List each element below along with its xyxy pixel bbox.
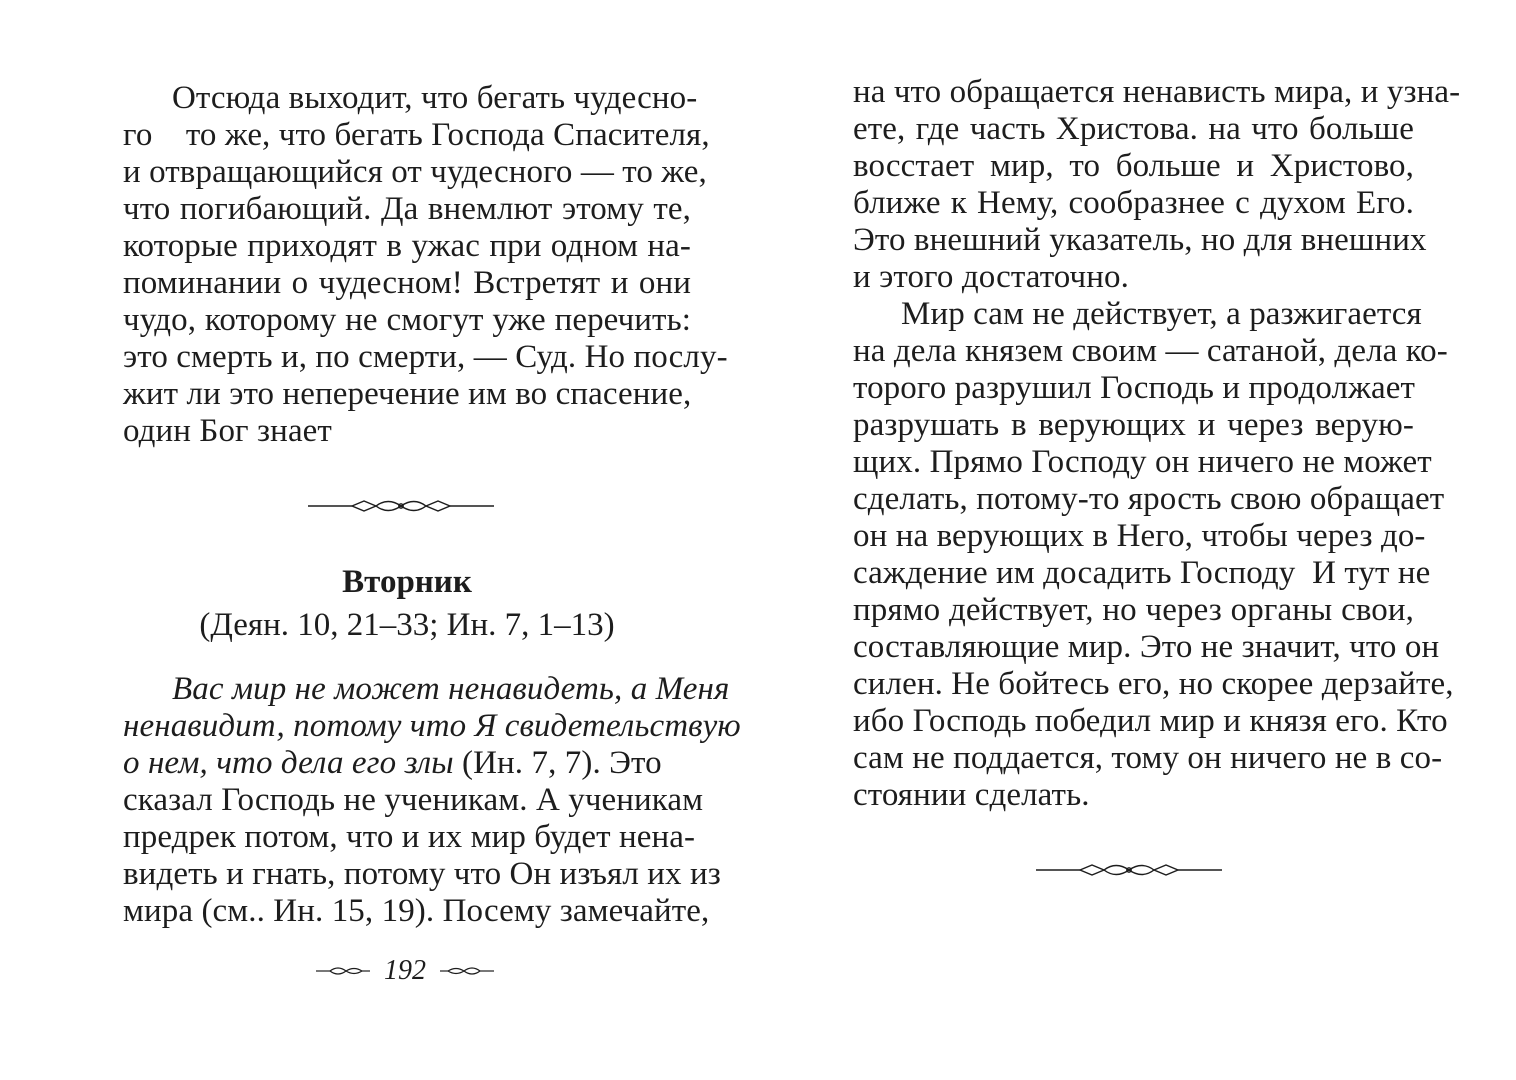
text-line: ближе к Нему, сообразнее с духом Его. [853, 185, 1414, 221]
text-line: на что обращается ненависть мира, и узна- [853, 74, 1461, 110]
text-line: щих. Прямо Господу он ничего не может [853, 444, 1432, 480]
text-line: один Бог знает [123, 413, 332, 449]
text-line: Мир сам не действует, а разжигается [901, 296, 1422, 332]
text-line: разрушать в верующих и через верую- [853, 407, 1414, 443]
text-line: поминании о чудесном! Встретят и они [123, 265, 691, 301]
quote-reference: (Ин. 7, 7). Это [453, 745, 662, 781]
quote-line-with-reference [123, 745, 662, 782]
text-line: силен. Не бойтесь его, но скорее дерзайте, [853, 666, 1454, 702]
text-line: Отсюда выходит, что бегать чудесно- [172, 80, 698, 116]
folio-ornament-right [440, 964, 494, 978]
text-line: прямо действует, но через органы свои, [853, 592, 1414, 628]
section-title: Вторник [342, 564, 472, 600]
section-reading: (Деян. 10, 21–33; Ин. 7, 1–13) [199, 607, 615, 643]
text-line: чудо, которому не смогут уже перечить: [123, 302, 691, 338]
text-line: которые приходят в ужас при одном на- [123, 228, 691, 264]
text-line: саждение им досадить Господу И тут не [853, 555, 1431, 591]
text-line: он на верующих в Него, чтобы через до- [853, 518, 1426, 554]
text-line: жит ли это неперечение им во спасение, [123, 376, 692, 412]
text-line: сам не поддается, тому он ничего не в со- [853, 740, 1443, 776]
text-line: видеть и гнать, потому что Он изъял их из [123, 856, 721, 892]
folio-ornament-left [316, 964, 370, 978]
text-line: ибо Господь победил мир и князя его. Кто [853, 703, 1448, 739]
text-line: торого разрушил Господь и продолжает [853, 370, 1415, 406]
text-line: составляющие мир. Это не значит, что он [853, 629, 1440, 665]
right-page [758, 0, 1516, 1080]
text-line: стоянии сделать. [853, 777, 1090, 813]
quote-line: ненавидит, потому что Я свидетельствую [123, 708, 741, 744]
text-line: ете, где часть Христова. на что больше [853, 111, 1414, 147]
text-line: го то же, что бегать Господа Спасителя, [123, 117, 710, 153]
text-line: это смерть и, по смерти, — Суд. Но послу- [123, 339, 728, 375]
text-line: восстает мир, то больше и Христово, [853, 148, 1414, 184]
text-line: и этого достаточно. [853, 259, 1129, 295]
text-line: что погибающий. Да внемлют этому те, [123, 191, 691, 227]
text-line: предрек потом, что и их мир будет нена- [123, 819, 696, 855]
section-divider-ornament [1036, 858, 1222, 882]
text-line: сказал Господь не ученикам. А ученикам [123, 782, 704, 818]
section-divider-ornament [308, 494, 494, 518]
text-line: сделать, потому-то ярость свою обращает [853, 481, 1445, 517]
quote-text: о нем, что дела его злы [123, 745, 454, 781]
quote-line: Вас мир не может ненавидеть, а Меня [172, 671, 730, 707]
text-line: мира (см.. Ин. 15, 19). Посему замечайте, [123, 893, 710, 929]
text-line: на дела князем своим — сатаной, дела ко- [853, 333, 1448, 369]
text-line: и отвращающийся от чудесного — то же, [123, 154, 707, 190]
text-line: Это внешний указатель, но для внешних [853, 222, 1427, 258]
page-number: 192 [384, 955, 426, 986]
